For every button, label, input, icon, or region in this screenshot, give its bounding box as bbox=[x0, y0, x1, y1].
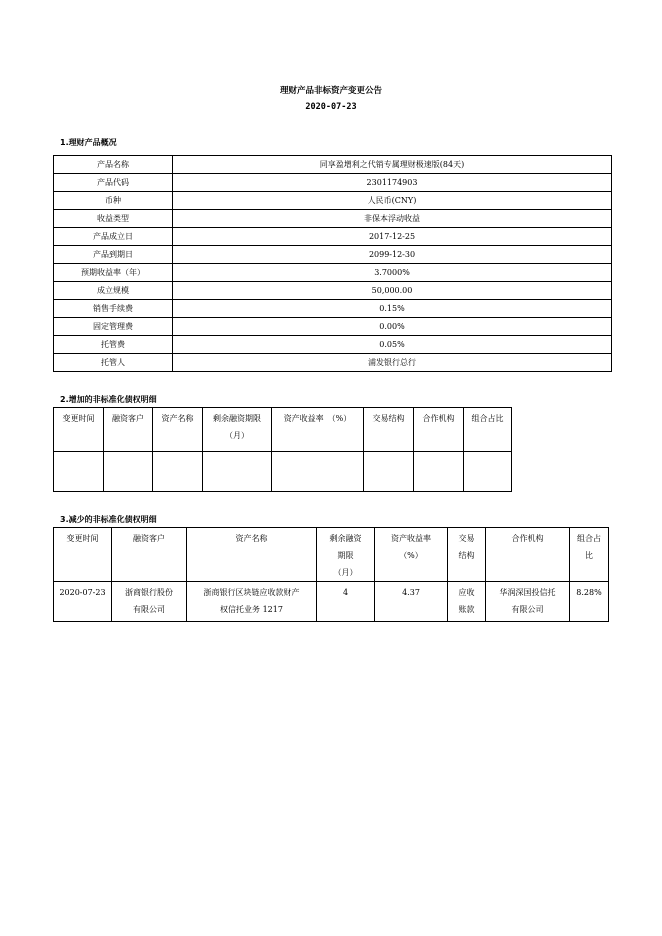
header-remaining-term-line1: 剩余融资 bbox=[329, 534, 362, 543]
field-label: 托管费 bbox=[54, 336, 173, 354]
field-value: 0.05% bbox=[173, 336, 612, 354]
empty-cell bbox=[203, 452, 272, 492]
header-client: 融资客户 bbox=[112, 528, 187, 582]
table-row bbox=[54, 336, 612, 354]
header-change-time: 变更时间 bbox=[54, 528, 112, 582]
table-row bbox=[54, 174, 612, 192]
header-partner: 合作机构 bbox=[414, 408, 464, 452]
cell-change-time: 2020-07-23 bbox=[54, 582, 112, 622]
cell-partner bbox=[486, 582, 570, 622]
header-trade-structure-line1: 交易 bbox=[458, 534, 475, 543]
field-label: 产品到期日 bbox=[54, 246, 173, 264]
table-row bbox=[54, 264, 612, 282]
cell-asset-name-line1: 浙商银行区块链应收款财产 bbox=[203, 588, 300, 597]
empty-cell bbox=[104, 452, 153, 492]
cell-asset-name bbox=[187, 582, 317, 622]
header-asset-yield-line1: 资产收益率 bbox=[391, 534, 431, 543]
table-row bbox=[54, 582, 609, 622]
reduced-assets-table bbox=[53, 527, 609, 622]
header-portfolio-ratio-line1: 组合占 bbox=[577, 534, 601, 543]
header-trade-structure-line2: 结构 bbox=[458, 551, 475, 560]
header-remaining-term-line2: （月） bbox=[225, 431, 249, 440]
header-remaining-term bbox=[203, 408, 272, 452]
field-value: 非保本浮动收益 bbox=[173, 210, 612, 228]
cell-client bbox=[112, 582, 187, 622]
field-value: 人民币(CNY) bbox=[173, 192, 612, 210]
empty-cell bbox=[464, 452, 512, 492]
section1-heading: 1.理财产品概况 bbox=[60, 138, 117, 147]
cell-asset-name-line2: 权信托业务 1217 bbox=[220, 605, 283, 614]
table-row bbox=[54, 282, 612, 300]
header-portfolio-ratio: 组合占比 bbox=[464, 408, 512, 452]
field-label: 产品代码 bbox=[54, 174, 173, 192]
cell-remaining-term: 4 bbox=[317, 582, 375, 622]
table-row bbox=[54, 192, 612, 210]
field-label: 产品成立日 bbox=[54, 228, 173, 246]
field-label: 预期收益率（年） bbox=[54, 264, 173, 282]
field-label: 销售手续费 bbox=[54, 300, 173, 318]
table-row bbox=[54, 354, 612, 372]
cell-trade-structure bbox=[448, 582, 486, 622]
header-portfolio-ratio-line2: 比 bbox=[585, 551, 593, 560]
empty-cell bbox=[153, 452, 203, 492]
header-asset-name: 资产名称 bbox=[153, 408, 203, 452]
table-row bbox=[54, 300, 612, 318]
empty-cell bbox=[364, 452, 414, 492]
product-overview-table bbox=[53, 155, 612, 372]
field-value: 2099-12-30 bbox=[173, 246, 612, 264]
table-row bbox=[54, 228, 612, 246]
header-asset-yield-line2: （%） bbox=[399, 551, 423, 560]
field-label: 成立规模 bbox=[54, 282, 173, 300]
cell-client-line2: 有限公司 bbox=[133, 605, 165, 614]
table-row bbox=[54, 318, 612, 336]
table-row bbox=[54, 246, 612, 264]
header-asset-yield: 资产收益率 （%） bbox=[272, 408, 364, 452]
header-asset-name: 资产名称 bbox=[187, 528, 317, 582]
field-value: 3.7000% bbox=[173, 264, 612, 282]
header-change-time: 变更时间 bbox=[54, 408, 104, 452]
header-trade-structure: 交易结构 bbox=[364, 408, 414, 452]
cell-trade-structure-line1: 应收 bbox=[458, 588, 475, 597]
cell-portfolio-ratio: 8.28% bbox=[570, 582, 609, 622]
header-remaining-term bbox=[317, 528, 375, 582]
page-title: 理财产品非标资产变更公告 bbox=[279, 86, 382, 96]
field-value: 浦发银行总行 bbox=[173, 354, 612, 372]
empty-cell bbox=[54, 452, 104, 492]
cell-client-line1: 浙商银行股份 bbox=[125, 588, 173, 597]
cell-trade-structure-line2: 账款 bbox=[458, 605, 475, 614]
cell-asset-yield: 4.37 bbox=[375, 582, 448, 622]
table-row bbox=[54, 156, 612, 174]
field-label: 托管人 bbox=[54, 354, 173, 372]
field-label: 固定管理费 bbox=[54, 318, 173, 336]
field-label: 产品名称 bbox=[54, 156, 173, 174]
announcement-date: 2020-07-23 bbox=[305, 102, 357, 112]
section3-heading: 3.减少的非标准化债权明细 bbox=[60, 515, 157, 524]
cell-partner-line1: 华润深国投信托 bbox=[499, 588, 556, 597]
field-value: 50,000.00 bbox=[173, 282, 612, 300]
section2-heading: 2.增加的非标准化债权明细 bbox=[60, 395, 157, 404]
header-client: 融资客户 bbox=[104, 408, 153, 452]
field-value: 0.00% bbox=[173, 318, 612, 336]
field-label: 币种 bbox=[54, 192, 173, 210]
header-portfolio-ratio bbox=[570, 528, 609, 582]
header-partner: 合作机构 bbox=[486, 528, 570, 582]
field-value: 同享盈增利之代销专属理财极速版(84天) bbox=[173, 156, 612, 174]
added-assets-table bbox=[53, 407, 512, 492]
header-asset-yield bbox=[375, 528, 448, 582]
field-value: 2017-12-25 bbox=[173, 228, 612, 246]
field-value: 0.15% bbox=[173, 300, 612, 318]
table-row bbox=[54, 210, 612, 228]
field-label: 收益类型 bbox=[54, 210, 173, 228]
empty-cell bbox=[272, 452, 364, 492]
header-remaining-term-line3: （月） bbox=[333, 568, 358, 577]
header-trade-structure bbox=[448, 528, 486, 582]
field-value: 2301174903 bbox=[173, 174, 612, 192]
cell-partner-line2: 有限公司 bbox=[511, 605, 544, 614]
empty-cell bbox=[414, 452, 464, 492]
header-remaining-term-line1: 剩余融资期限 bbox=[213, 414, 261, 423]
header-remaining-term-line2: 期限 bbox=[337, 551, 354, 560]
